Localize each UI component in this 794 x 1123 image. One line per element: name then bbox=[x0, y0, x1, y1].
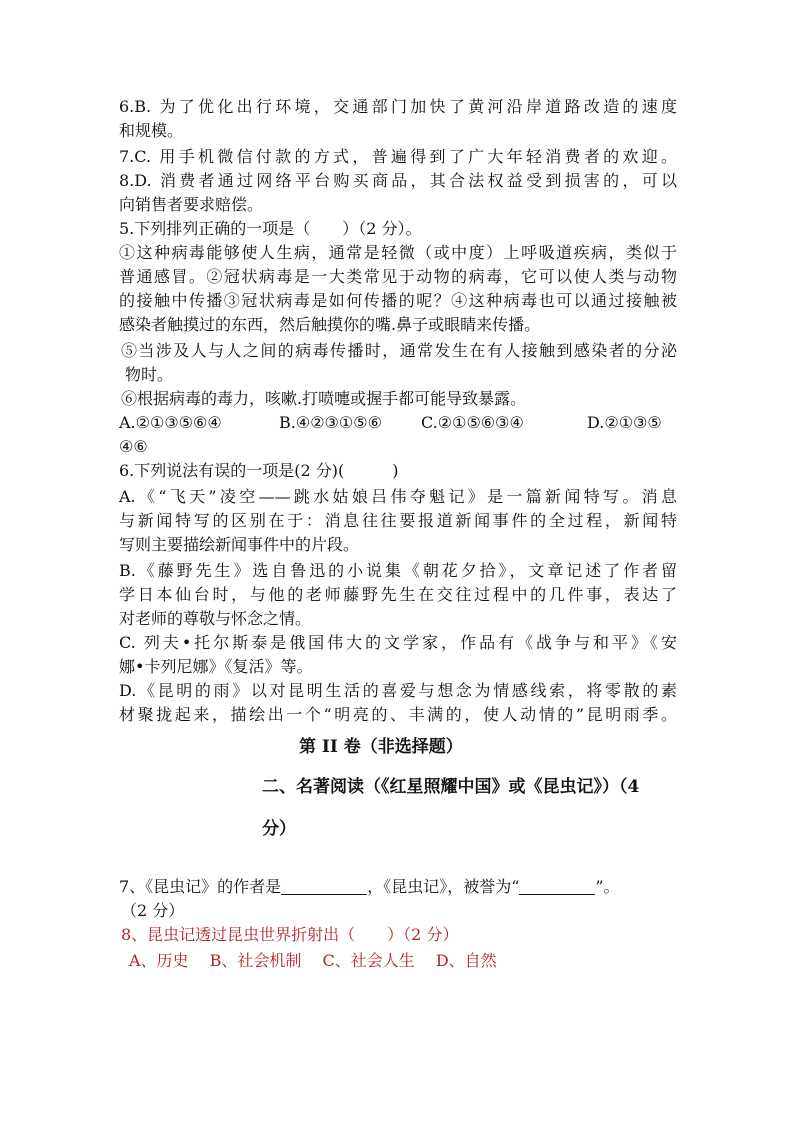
text-line: 感染者触摸过的东西，然后触摸你的嘴.鼻子或眼睛来传播。 bbox=[119, 315, 541, 334]
part-heading: 二、名著阅读（《红星照耀中国》或《昆虫记》）（4 bbox=[262, 777, 640, 797]
question-5-stem: 5.下列排列正确的一项是（ ）（2 分）。 bbox=[119, 219, 422, 238]
text-line: 写则主要描绘新闻事件中的片段。 bbox=[119, 535, 360, 554]
question-7-text-b: ，《昆虫记》，被誉为“ bbox=[367, 877, 520, 896]
text-line: 向销售者要求赔偿。 bbox=[119, 195, 264, 214]
text-line: 8.D. 消费者通过网络平台购买商品，其合法权益受到损害的，可以 bbox=[119, 171, 677, 190]
text-line: A.《“飞天”凌空——跳水姑娘吕伟夺魁记》是一篇新闻特写。消息 bbox=[119, 487, 677, 506]
text-line: ④⑥ bbox=[119, 437, 148, 456]
question-6-stem: 6.下列说法有误的一项是(2 分)( ) bbox=[119, 461, 399, 480]
answer-blank-author[interactable] bbox=[281, 878, 367, 895]
option-c: C.②①⑤⑥③④ bbox=[421, 413, 524, 432]
text-line: ⑤当涉及人与人之间的病毒传播时，通常发生在有人接触到感染者的分泌 bbox=[121, 341, 677, 360]
text-line: 对老师的尊敬与怀念之情。 bbox=[119, 609, 312, 628]
text-line: 娜•卡列尼娜》《复活》等。 bbox=[119, 657, 313, 676]
answer-blank-title[interactable] bbox=[519, 878, 595, 895]
text-line: 与新闻特写的区别在于：消息往往要报道新闻事件的全过程，新闻特 bbox=[119, 511, 677, 530]
text-line: 6.B. 为了优化出行环境，交通部门加快了黄河沿岸道路改造的速度 bbox=[119, 97, 677, 116]
option-d: D.②①③⑤ bbox=[587, 413, 662, 432]
question-8-options: A、历史 B、社会机制 C、社会人生 D、自然 bbox=[129, 951, 497, 970]
question-7-score: （2 分） bbox=[121, 901, 185, 920]
option-b: B.④②③①⑤⑥ bbox=[279, 413, 382, 432]
text-line: B.《藤野先生》选自鲁迅的小说集《朝花夕拾》，文章记述了作者留 bbox=[119, 561, 677, 580]
question-7-text-c: ”。 bbox=[595, 877, 620, 896]
question-8-stem: 8、昆虫记透过昆虫世界折射出（ ）（2 分） bbox=[121, 925, 459, 944]
text-line: 普通感冒。②冠状病毒是一大类常见于动物的病毒，它可以使人类与动物 bbox=[119, 267, 677, 286]
text-line: 物时。 bbox=[125, 365, 174, 384]
text-line: 7.C. 用手机微信付款的方式，普遍得到了广大年轻消费者的欢迎。 bbox=[119, 147, 677, 166]
text-line: ⑥根据病毒的毒力，咳嗽.打喷嚏或握手都可能导致暴露。 bbox=[121, 389, 527, 408]
text-line: 材聚拢起来，描绘出一个“明亮的、丰满的，使人动情的”昆明雨季。 bbox=[119, 705, 677, 724]
part-heading-cont: 分） bbox=[262, 819, 296, 839]
question-7 bbox=[119, 876, 620, 898]
text-line: 的接触中传播③冠状病毒是如何传播的呢？④这种病毒也可以通过接触被 bbox=[119, 291, 677, 310]
text-line: D.《昆明的雨》以对昆明生活的喜爱与想念为情感线索，将零散的素 bbox=[119, 681, 677, 700]
text-line: C. 列夫•托尔斯泰是俄国伟大的文学家，作品有《战争与和平》《安 bbox=[119, 633, 677, 652]
option-a: A.②①③⑤⑥④ bbox=[119, 413, 222, 432]
text-line: ①这种病毒能够使人生病，通常是轻微（或中度）上呼吸道疾病，类似于 bbox=[119, 243, 677, 262]
question-7-text-a: 7、《昆虫记》的作者是 bbox=[119, 877, 282, 896]
text-line: 学日本仙台时，与他的老师藤野先生在交往过程中的几件事，表达了 bbox=[119, 585, 677, 604]
section-title: 第 II 卷（非选择题） bbox=[299, 737, 463, 757]
text-line: 和规模。 bbox=[119, 121, 184, 140]
